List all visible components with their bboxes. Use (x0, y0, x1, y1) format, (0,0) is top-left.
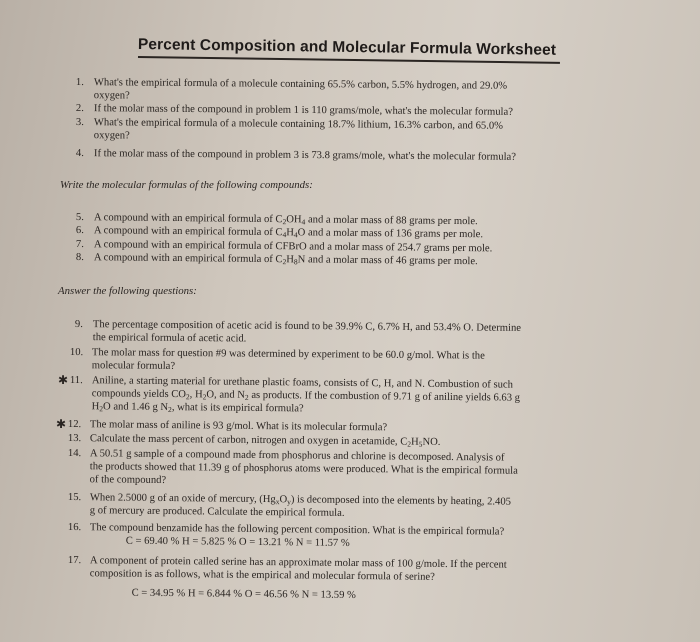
question-10: 10. The molar mass for question #9 was determined by experiment to be 60.0 g/mol. What is the molecular formula? (69, 346, 485, 372)
section-heading-answer: Answer the following questions: (58, 285, 197, 297)
question-16: 16. The compound benzamide has the following percent composition. What is the empirical formula? C = 69.40 % H = 5.825 % O = 13.21 % N = 11.57 % (67, 521, 505, 549)
question-5: 5. A compound with an empirical formula of $C_2OH_4$ and a molar mass of 88 grams per mole. (75, 211, 478, 228)
question-12: 12. The molar mass of aniline is 93 g/mol. What is its molecular formula? (67, 418, 388, 434)
question-13: 13. Calculate the mass percent of carbon, nitrogen and oxygen in acetamide, $C_2H_5NO$. (67, 432, 441, 449)
star-mark: ✱ (56, 417, 67, 431)
question-17: 17. A component of protein called serine has an approximate molar mass of 100 g/mole. If the percent composition is as follows, what is the empirical and molecular formula of serine? C = 34.95 % H = 6.844 % O = 46.56 % N = 13.59 % (67, 554, 507, 602)
question-11: 11. Aniline, a starting material for urethane plastic foams, consists of C, H, and N. Combustion of such compounds yields $CO_2$, $H_2O$, and $N_2$ as products. If the combustion of 9.71 g of aniline yields 6.63 g $H_2O$ and 1.46 g $N_2$, what is its empirical formula? (69, 374, 521, 415)
question-14: 14. A 50.51 g sample of a compound made from phosphorus and chlorine is decomposed. Analysis of the products showed that 11.39 g of phosphorus atoms were produced. What is the empirical formula of the compound? (67, 447, 518, 487)
question-2: 2. If the molar mass of the compound in problem 1 is 110 grams/mole, what's the molecular formula? (75, 102, 513, 118)
question-15: 15. When 2.5000 g of an oxide of mercury, $(Hg_xO_y)$ is decomposed into the elements by heating, 2.405 g of mercury are produced. Calculate the empirical formula. (67, 491, 512, 519)
star-mark: ✱ (58, 373, 69, 387)
question-8: 8. A compound with an empirical formula of $C_2H_8N$ and a molar mass of 46 grams per mole. (75, 251, 478, 268)
question-9: 9. The percentage composition of acetic acid is found to be 39.9% C, 6.7% H, and 53.4% O. Determine the empirical formula of acetic acid. (74, 318, 522, 345)
question-4: 4. If the molar mass of the compound in problem 3 is 73.8 grams/mole, what's the molecular formula? (75, 147, 517, 163)
section-heading-molecular: Write the molecular formulas of the following compounds: (60, 179, 313, 191)
page-title: Percent Composition and Molecular Formula Worksheet (137, 36, 557, 59)
question-1: 1. What's the empirical formula of a molecule containing 65.5% carbon, 5.5% hydrogen, and 29.0% oxygen? (75, 76, 508, 102)
question-7: 7. A compound with an empirical formula of CFBrO and a molar mass of 254.7 grams per mole. (75, 238, 493, 255)
question-6: 6. A compound with an empirical formula of $C_4H_4O$ and a molar mass of 136 grams per mole. (75, 224, 484, 241)
question-3: 3. What's the empirical formula of a molecule containing 18.7% lithium, 16.3% carbon, and 65.0% oxygen? (75, 116, 504, 142)
